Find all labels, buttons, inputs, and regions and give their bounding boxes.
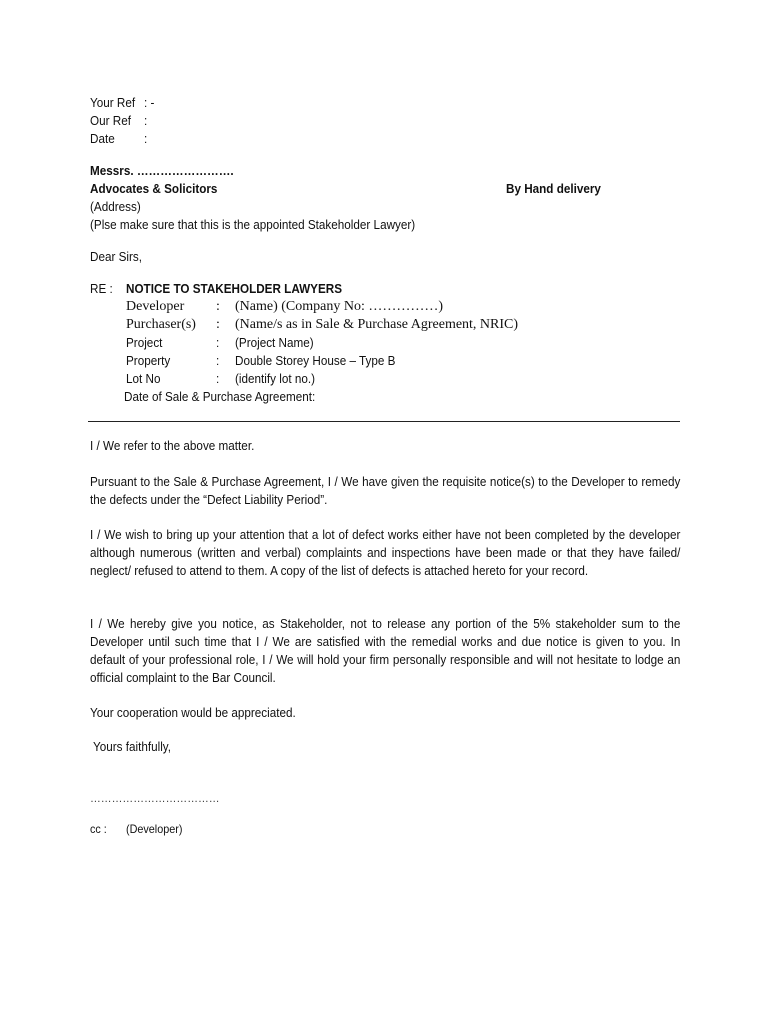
sign-off: Yours faithfully,	[93, 739, 172, 754]
re-title: NOTICE TO STAKEHOLDER LAWYERS	[126, 281, 343, 296]
purchaser-value: (Name/s as in Sale & Purchase Agreement, NRIC)	[235, 317, 519, 332]
your-ref-separator: : -	[144, 95, 155, 110]
our-ref-label: Our Ref	[90, 113, 131, 128]
developer-value: (Name) (Company No: ……………)	[235, 299, 444, 314]
stakeholder-note: (Plse make sure that this is the appointed Stakeholder Lawyer)	[90, 217, 416, 232]
developer-label: Developer	[126, 299, 185, 314]
property-label: Property	[126, 353, 171, 368]
project-label: Project	[126, 335, 163, 350]
body-paragraph-5: Your cooperation would be appreciated.	[90, 705, 296, 720]
project-separator: :	[216, 335, 220, 350]
purchaser-label: Purchaser(s)	[126, 317, 196, 332]
address-placeholder: (Address)	[90, 199, 141, 214]
spa-date-label: Date of Sale & Purchase Agreement:	[124, 389, 316, 404]
salutation: Dear Sirs,	[90, 249, 143, 264]
delivery-method: By Hand delivery	[506, 181, 601, 196]
section-divider	[88, 421, 680, 422]
firm-type: Advocates & Solicitors	[90, 181, 218, 196]
cc-value: (Developer)	[126, 822, 183, 836]
body-paragraph-3: I / We wish to bring up your attention that a lot of defect works either have not been completed by the developer although numerous (written and verbal) complaints and inspections have been made or that they have failed/ neglect/ refused to attend to them. A copy of the list of defects is attached hereto for your record.	[90, 527, 681, 578]
cc-label: cc :	[90, 822, 107, 836]
lot-no-label: Lot No	[126, 371, 161, 386]
date-separator: :	[144, 131, 148, 146]
developer-separator: :	[216, 299, 220, 314]
date-label: Date	[90, 131, 115, 146]
messrs-line: Messrs. …………………….	[90, 163, 234, 178]
lot-no-separator: :	[216, 371, 220, 386]
re-label: RE :	[90, 281, 113, 296]
property-value: Double Storey House – Type B	[235, 353, 396, 368]
body-paragraph-1: I / We refer to the above matter.	[90, 438, 255, 453]
our-ref-separator: :	[144, 113, 148, 128]
body-paragraph-4: I / We hereby give you notice, as Stakeholder, not to release any portion of the 5% stakeholder sum to the Developer until such time that I / We are satisfied with the remedial works and due notice is given to you. In default of your professional role, I / We will hold your firm personally responsible and will not hesitate to lodge an official complaint to the Bar Council.	[90, 616, 681, 685]
property-separator: :	[216, 353, 220, 368]
body-paragraph-2: Pursuant to the Sale & Purchase Agreement, I / We have given the requisite notice(s) to the Developer to remedy the defects under the “Defect Liability Period”.	[90, 474, 681, 507]
lot-no-value: (identify lot no.)	[235, 371, 315, 386]
your-ref-label: Your Ref	[90, 95, 136, 110]
purchaser-separator: :	[216, 317, 220, 332]
project-value: (Project Name)	[235, 335, 314, 350]
signature-line: ………………………………	[90, 791, 220, 805]
